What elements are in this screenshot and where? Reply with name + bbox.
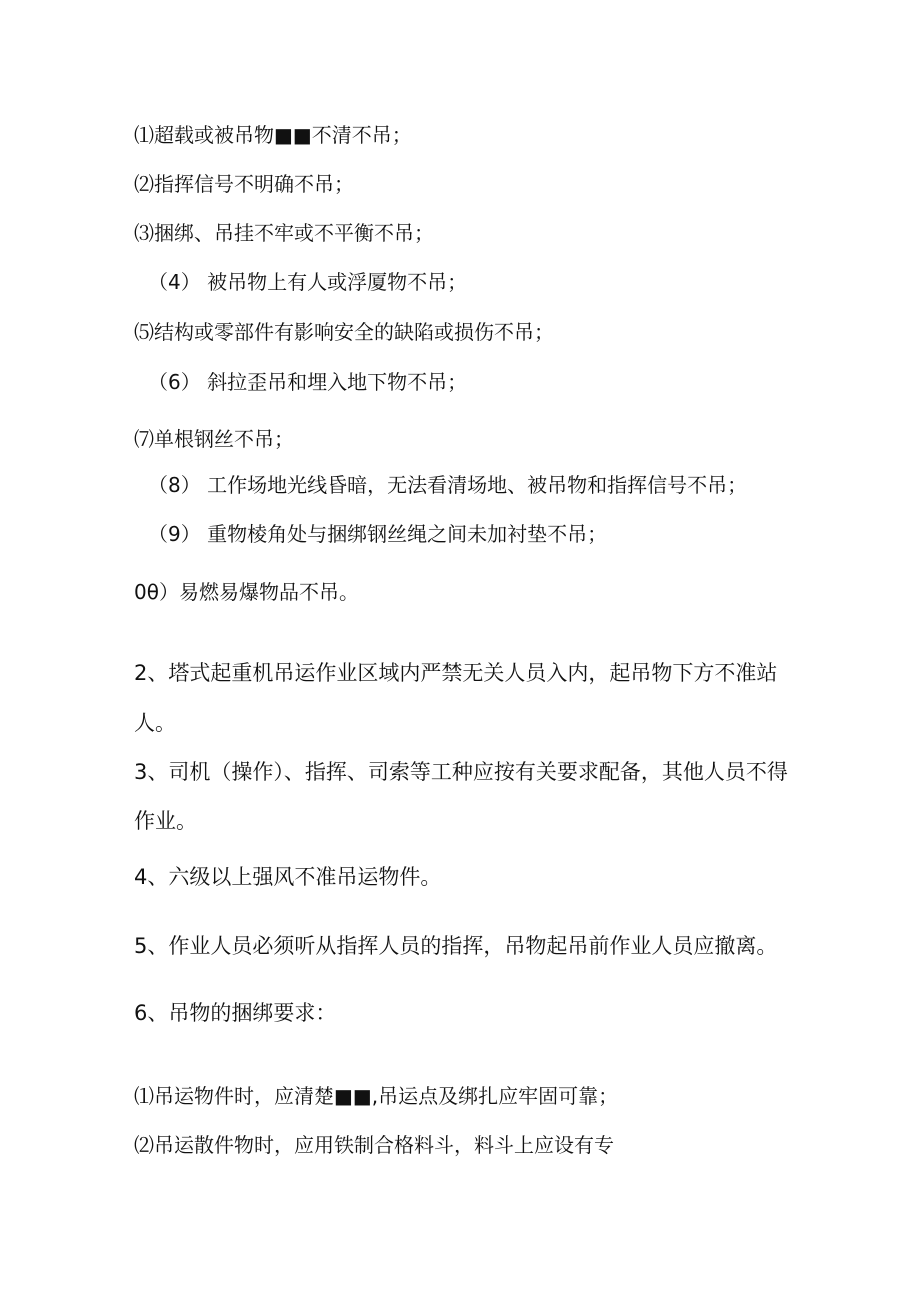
- rule-item-3: ⑶捆绑、吊挂不牢或不平衡不吊；: [134, 221, 434, 245]
- section-3-line-2: 作业。: [134, 809, 197, 833]
- rule-item-6: （6） 斜拉歪吊和埋入地下物不吊；: [148, 370, 468, 394]
- rule-item-5: ⑸结构或零部件有影响安全的缺陷或损伤不吊；: [134, 320, 554, 344]
- section-3-line-1: 3、司机（操作）、指挥、司索等工种应按有关要求配备，其他人员不得: [134, 760, 788, 784]
- binding-item-1: ⑴吊运物件时，应清楚■■,吊运点及绑扎应牢固可靠；: [134, 1084, 619, 1108]
- section-2-line-1: 2、塔式起重机吊运作业区域内严禁无关人员入内，起吊物下方不准站: [134, 661, 778, 685]
- binding-item-2: ⑵吊运散件物时，应用铁制合格料斗，料斗上应设有专: [134, 1133, 614, 1157]
- section-6-heading: 6、吊物的捆绑要求：: [134, 1001, 337, 1025]
- rule-item-7: ⑺单根钢丝不吊；: [134, 427, 294, 451]
- rule-item-10: 0θ）易燃易爆物品不吊。: [134, 580, 359, 604]
- rule-item-2: ⑵指挥信号不明确不吊；: [134, 172, 354, 196]
- section-2-line-2: 人。: [134, 711, 176, 735]
- section-4: 4、六级以上强风不准吊运物件。: [134, 865, 442, 889]
- rule-item-9: （9） 重物棱角处与捆绑钢丝绳之间未加衬垫不吊；: [148, 522, 608, 546]
- rule-item-4: （4） 被吊物上有人或浮厦物不吊；: [148, 270, 468, 294]
- section-5: 5、作业人员必须听从指挥人员的指挥，吊物起吊前作业人员应撤离。: [134, 934, 778, 958]
- rule-item-1: ⑴超载或被吊物■■不清不吊；: [134, 123, 412, 147]
- rule-item-8: （8） 工作场地光线昏暗，无法看清场地、被吊物和指挥信号不吊；: [148, 473, 748, 497]
